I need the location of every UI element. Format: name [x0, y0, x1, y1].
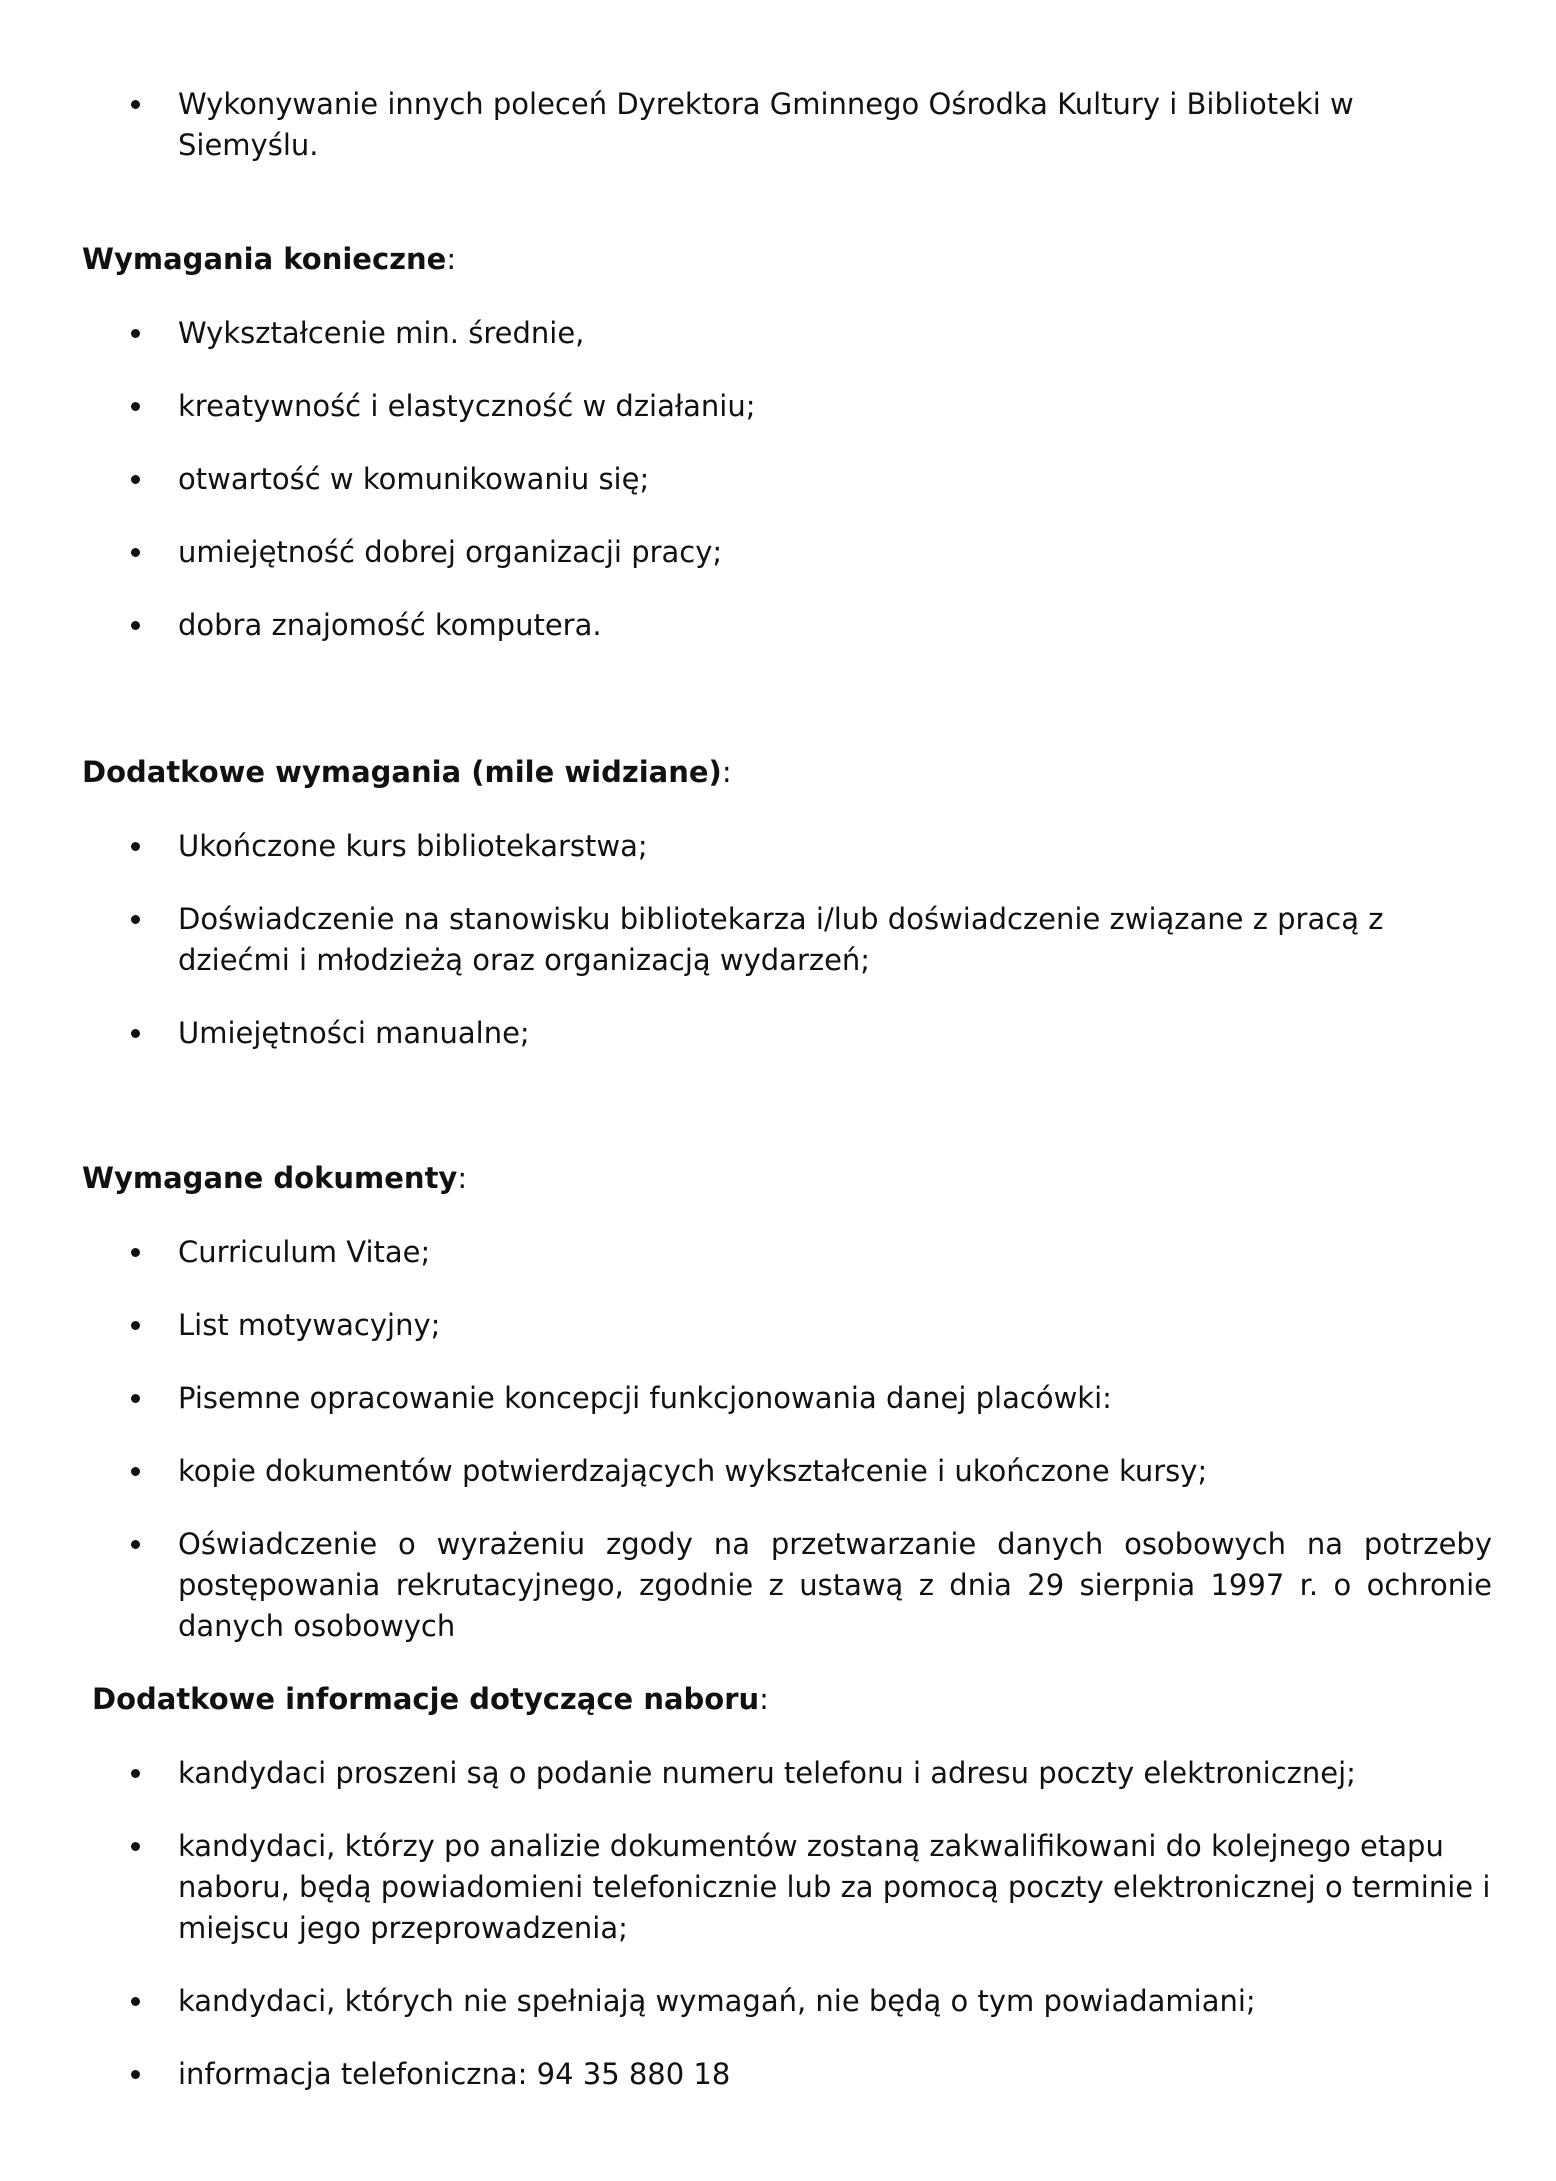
list-item [178, 1232, 1492, 1273]
bullet-icon [131, 1769, 140, 1778]
bullet-icon [131, 621, 140, 630]
section-title: Wymagania konieczne [82, 242, 447, 276]
list-item [178, 605, 1492, 646]
list-item [178, 899, 1492, 981]
bullet-icon [131, 1842, 140, 1851]
bullet-icon [131, 1394, 140, 1403]
list-item [178, 1826, 1492, 1949]
list-item [178, 313, 1492, 354]
list-item-text: kandydaci, którzy po analizie dokumentów zostaną zakwalifikowani do kolejnego etapu naboru, będą powiadomieni telefonicznie lub za pomocą poczty elektronicznej o terminie i miejscu jego przeprowadzenia; [178, 1829, 1491, 1945]
bullet-icon [131, 100, 140, 109]
list-item-text: Wykształcenie min. średnie, [178, 316, 585, 350]
heading-colon: : [457, 1161, 468, 1195]
list-item-text: Doświadczenie na stanowisku bibliotekarza i/lub doświadczenie związane z pracą z dziećmi i młodzieżą oraz organizacją wydarzeń; [178, 902, 1384, 977]
list-item [178, 1451, 1492, 1492]
bullet-icon [131, 842, 140, 851]
section-heading-additional [82, 752, 732, 793]
bullet-icon [131, 475, 140, 484]
list-item [178, 1013, 1492, 1054]
list-item-text: otwartość w komunikowaniu się; [178, 462, 650, 496]
list-item-text: Umiejętności manualne; [178, 1016, 530, 1050]
list-item-text: informacja telefoniczna: 94 35 880 18 [178, 2057, 731, 2091]
heading-colon: : [721, 755, 732, 789]
section-title: Dodatkowe informacje dotyczące naboru [92, 1682, 760, 1716]
bullet-icon [131, 402, 140, 411]
list-item-text: kandydaci proszeni są o podanie numeru telefonu i adresu poczty elektronicznej; [178, 1756, 1356, 1790]
list-item [178, 1305, 1492, 1346]
bullet-icon [131, 915, 140, 924]
bullet-icon [131, 1248, 140, 1257]
list-item [178, 1524, 1492, 1647]
bullet-icon [131, 2070, 140, 2079]
bullet-icon [131, 1997, 140, 2006]
list-item-text: kandydaci, których nie spełniają wymagań, nie będą o tym powiadamiani; [178, 1984, 1256, 2018]
bullet-icon [131, 1467, 140, 1476]
list-item [178, 1378, 1492, 1419]
list-item [178, 386, 1492, 427]
list-item-text: kopie dokumentów potwierdzających wykształcenie i ukończone kursy; [178, 1454, 1208, 1488]
list-item [178, 826, 1492, 867]
section-heading-required [82, 239, 456, 280]
heading-colon: : [446, 242, 457, 276]
list-item-text: Ukończone kurs bibliotekarstwa; [178, 829, 648, 863]
list-item [178, 532, 1492, 573]
heading-colon: : [759, 1682, 769, 1716]
list-item-text: kreatywność i elastyczność w działaniu; [178, 389, 756, 423]
list-item-text: Pisemne opracowanie koncepcji funkcjonowania danej placówki: [178, 1381, 1112, 1415]
list-item [178, 459, 1492, 500]
list-item [178, 2054, 1492, 2095]
section-title: Wymagane dokumenty [82, 1161, 458, 1195]
list-item [178, 84, 1492, 166]
list-item-text: List motywacyjny; [178, 1308, 441, 1342]
list-item [178, 1753, 1492, 1794]
section-title: Dodatkowe wymagania (mile widziane) [82, 755, 722, 789]
bullet-icon [131, 1540, 140, 1549]
bullet-icon [131, 329, 140, 338]
list-item [178, 1981, 1492, 2022]
list-item-text: umiejętność dobrej organizacji pracy; [178, 535, 723, 569]
bullet-icon [131, 548, 140, 557]
bullet-icon [131, 1029, 140, 1038]
section-heading-documents [82, 1158, 467, 1199]
list-item-text: Wykonywanie innych poleceń Dyrektora Gminnego Ośrodka Kultury i Biblioteki w Siemyślu. [178, 87, 1354, 162]
list-item-text: Curriculum Vitae; [178, 1235, 431, 1269]
list-item-text: Oświadczenie o wyrażeniu zgody na przetwarzanie danych osobowych na potrzeby postępowania rekrutacyjnego, zgodnie z ustawą z dnia 29 sierpnia 1997 r. o ochronie danych osobowych [178, 1527, 1492, 1643]
bullet-icon [131, 1321, 140, 1330]
section-heading-info [92, 1679, 769, 1720]
list-item-text: dobra znajomość komputera. [178, 608, 602, 642]
